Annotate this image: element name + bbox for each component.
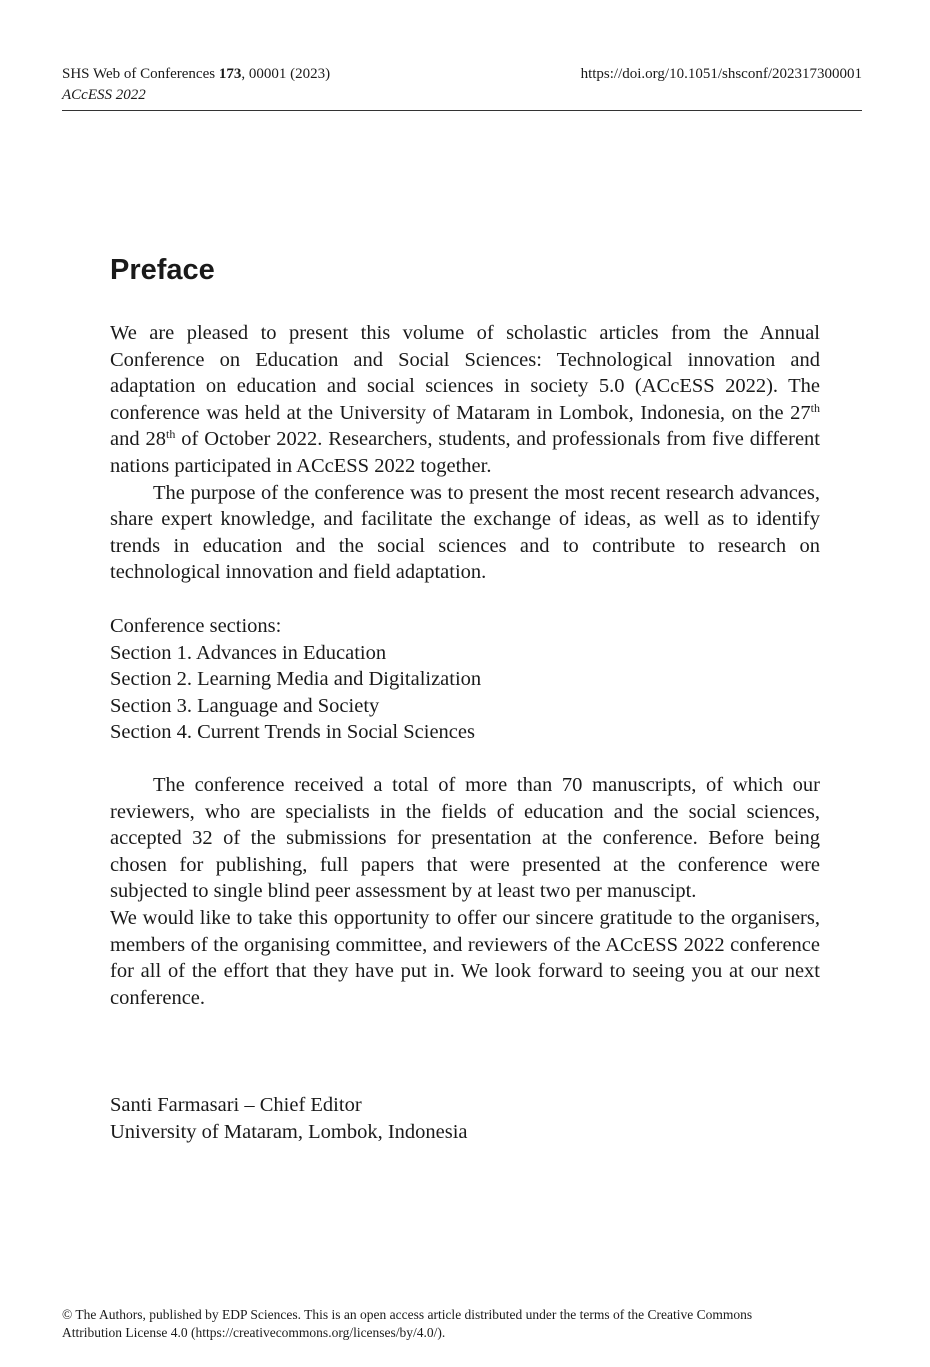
intro-paragraph-1: We are pleased to present this volume of scholastic articles from the Annual Conference on Education and Social Sciences: Technological innovation and adaptation on education and social sciences in society 5.0 (ACcESS 2022). The conference was held at the University of Mataram in Lombok, Indonesia, on the 27th and 28th of October 2022. Researchers, students, and professionals from five different nations participated in ACcESS 2022 together. [110,322,820,477]
section-item: Section 1. Advances in Education [110,641,387,664]
section-item: Section 3. Language and Society [110,694,380,717]
conference-name: ACcESS 2022 [62,87,146,103]
section-item: Section 2. Learning Media and Digitalization [110,668,482,691]
license-line-1: © The Authors, published by EDP Sciences. This is an open access article distributed under the terms of the Creative Commons [62,1307,753,1322]
intro-section [110,320,820,586]
page-title: Preface [110,254,215,286]
conference-sections [110,613,820,746]
review-paragraph: The conference received a total of more than 70 manuscripts, of which our reviewers, who are specialists in the fields of education and the social sciences, accepted 32 of the submissions for presentation at the conference. Before being chosen for publishing, full papers that were presented at the conference were subjected to single blind peer assessment by at least two per manuscipt. [110,774,820,903]
license-line-2: Attribution License 4.0 (https://creativecommons.org/licenses/by/4.0/). [62,1325,446,1340]
license-footer [62,1306,862,1342]
doi-link[interactable]: https://doi.org/10.1051/shsconf/202317300001 [580,66,862,82]
journal-name: SHS Web of Conferences [62,66,219,82]
editor-affiliation: University of Mataram, Lombok, Indonesia [110,1120,468,1143]
signature-block [110,1092,820,1145]
acknowledgement-paragraph: We would like to take this opportunity to offer our sincere gratitude to the organisers, members of the organising committee, and reviewers of the ACcESS 2022 conference for all of the effort that they have put in. We look forward to seeing you at our next conference. [110,906,820,1009]
journal-citation [62,64,330,85]
article-number: , 00001 (2023) [241,66,331,82]
sections-heading: Conference sections: [110,615,282,637]
section-item: Section 4. Current Trends in Social Sciences [110,721,475,744]
volume-number: 173 [218,66,242,82]
page-header [62,64,862,111]
review-section [110,772,820,1011]
intro-paragraph-2: The purpose of the conference was to present the most recent research advances, share expert knowledge, and facilitate the exchange of ideas, as well as to identify trends in education and the social sciences and to contribute to research on technological innovation and field adaptation. [110,481,820,584]
editor-name: Santi Farmasari – Chief Editor [110,1094,362,1116]
